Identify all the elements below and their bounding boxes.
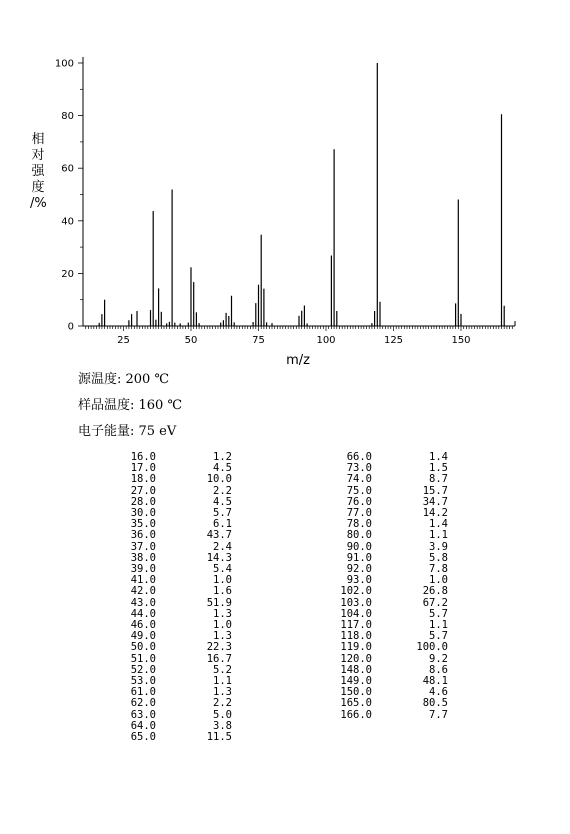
peak-intensity: 4.6 bbox=[429, 686, 448, 699]
peak-mz: 62.0 bbox=[130, 697, 156, 710]
peak-mz: 28.0 bbox=[130, 495, 156, 508]
peak-table-row bbox=[322, 698, 448, 709]
peak-mz: 50.0 bbox=[130, 641, 156, 654]
peak-mz: 119.0 bbox=[340, 641, 372, 654]
peak-table-row bbox=[106, 732, 232, 743]
peak-mz: 73.0 bbox=[346, 462, 372, 475]
peak-intensity: 2.2 bbox=[213, 697, 232, 710]
peak-table-row bbox=[322, 710, 448, 721]
peak-mz: 30.0 bbox=[130, 507, 156, 520]
peak-mz: 63.0 bbox=[130, 708, 156, 721]
peak-mz: 27.0 bbox=[130, 484, 156, 497]
peak-intensity: 5.8 bbox=[429, 551, 448, 564]
peak-mz: 52.0 bbox=[130, 663, 156, 676]
x-tick-label: 125 bbox=[383, 335, 404, 346]
peak-intensity: 1.3 bbox=[213, 686, 232, 699]
x-tick-label: 25 bbox=[117, 335, 130, 346]
peak-intensity: 1.3 bbox=[213, 607, 232, 620]
sample-temperature: 样品温度: 160 ℃ bbox=[78, 398, 183, 413]
peak-mz: 74.0 bbox=[346, 473, 372, 486]
peak-intensity: 34.7 bbox=[422, 495, 448, 508]
peak-mz: 150.0 bbox=[340, 686, 372, 699]
peak-mz: 49.0 bbox=[130, 630, 156, 643]
peak-intensity: 5.7 bbox=[429, 607, 448, 620]
peak-mz: 66.0 bbox=[346, 451, 372, 463]
peak-intensity: 80.5 bbox=[422, 697, 448, 710]
y-tick-label: 20 bbox=[61, 268, 74, 280]
peak-intensity: 5.7 bbox=[213, 507, 232, 520]
peak-table-left bbox=[106, 452, 232, 743]
peak-intensity: 5.7 bbox=[429, 630, 448, 643]
peak-table-row bbox=[322, 474, 448, 485]
peak-intensity: 1.2 bbox=[213, 451, 232, 463]
peak-intensity: 10.0 bbox=[206, 473, 232, 486]
peak-intensity: 9.2 bbox=[429, 652, 448, 665]
peak-mz: 65.0 bbox=[130, 731, 156, 744]
y-axis-label bbox=[30, 132, 46, 212]
peak-intensity: 11.5 bbox=[206, 731, 232, 744]
peak-mz: 149.0 bbox=[340, 675, 372, 688]
instrument-conditions bbox=[78, 367, 182, 445]
peak-mz: 39.0 bbox=[130, 563, 156, 576]
peak-mz: 61.0 bbox=[130, 686, 156, 699]
peak-intensity: 1.1 bbox=[213, 675, 232, 688]
peak-intensity: 4.5 bbox=[213, 462, 232, 475]
peak-mz: 166.0 bbox=[340, 708, 372, 721]
peak-table-row bbox=[106, 474, 232, 485]
y-tick-label: 60 bbox=[61, 163, 74, 175]
peak-mz: 104.0 bbox=[340, 607, 372, 620]
peak-intensity: 1.1 bbox=[429, 529, 448, 542]
peak-mz: 41.0 bbox=[130, 574, 156, 587]
peak-intensity: 6.1 bbox=[213, 518, 232, 531]
peak-mz: 17.0 bbox=[130, 462, 156, 475]
peak-intensity: 7.8 bbox=[429, 563, 448, 576]
peak-intensity: 1.4 bbox=[429, 451, 448, 463]
peak-intensity: 22.3 bbox=[206, 641, 232, 654]
peak-intensity: 16.7 bbox=[206, 652, 232, 665]
peak-intensity: 1.4 bbox=[429, 518, 448, 531]
y-axis-label-char: 相 bbox=[31, 132, 45, 147]
peak-intensity: 5.2 bbox=[213, 663, 232, 676]
peak-table-row bbox=[106, 642, 232, 653]
peak-mz: 120.0 bbox=[340, 652, 372, 665]
peak-intensity: 51.9 bbox=[206, 596, 232, 609]
peak-mz: 91.0 bbox=[346, 551, 372, 564]
peak-table-row bbox=[106, 586, 232, 597]
peak-mz: 78.0 bbox=[346, 518, 372, 531]
peak-mz: 43.0 bbox=[130, 596, 156, 609]
peak-intensity: 1.0 bbox=[213, 574, 232, 587]
peak-mz: 102.0 bbox=[340, 585, 372, 598]
x-tick-label: 150 bbox=[451, 335, 471, 346]
peak-intensity: 1.0 bbox=[213, 619, 232, 632]
peak-table-row bbox=[322, 642, 448, 653]
peak-mz: 44.0 bbox=[130, 607, 156, 620]
chart-axes bbox=[55, 57, 515, 346]
peak-mz: 46.0 bbox=[130, 619, 156, 632]
x-tick-label: 100 bbox=[316, 335, 336, 346]
chart-peaks bbox=[99, 63, 504, 326]
peak-mz: 18.0 bbox=[130, 473, 156, 486]
peak-intensity: 26.8 bbox=[422, 585, 448, 598]
peak-mz: 51.0 bbox=[130, 652, 156, 665]
peak-table-row bbox=[106, 530, 232, 541]
x-axis-label: m/z bbox=[286, 353, 310, 368]
peak-mz: 118.0 bbox=[340, 630, 372, 643]
y-tick-label: 40 bbox=[61, 216, 74, 228]
peak-mz: 92.0 bbox=[346, 563, 372, 576]
peak-mz: 75.0 bbox=[346, 484, 372, 497]
electron-energy: 电子能量: 75 eV bbox=[78, 424, 177, 439]
peak-intensity: 48.1 bbox=[422, 675, 448, 688]
peak-table-right bbox=[322, 452, 448, 721]
peak-intensity: 8.7 bbox=[429, 473, 448, 486]
y-tick-label: 80 bbox=[61, 111, 74, 123]
peak-mz: 16.0 bbox=[130, 451, 156, 463]
source-temperature: 源温度: 200 ℃ bbox=[78, 372, 170, 387]
peak-intensity: 100.0 bbox=[416, 641, 448, 654]
peak-intensity: 1.0 bbox=[429, 574, 448, 587]
peak-intensity: 2.2 bbox=[213, 484, 232, 497]
peak-intensity: 1.5 bbox=[429, 462, 448, 475]
peak-mz: 148.0 bbox=[340, 663, 372, 676]
peak-mz: 36.0 bbox=[130, 529, 156, 542]
peak-intensity: 14.3 bbox=[206, 551, 232, 564]
peak-intensity: 43.7 bbox=[206, 529, 232, 542]
peak-mz: 35.0 bbox=[130, 518, 156, 531]
peak-intensity: 4.5 bbox=[213, 495, 232, 508]
peak-intensity: 3.9 bbox=[429, 540, 448, 553]
peak-intensity: 3.8 bbox=[213, 719, 232, 732]
y-tick-label: 0 bbox=[67, 321, 74, 333]
peak-mz: 42.0 bbox=[130, 585, 156, 598]
peak-mz: 117.0 bbox=[340, 619, 372, 632]
peak-intensity: 67.2 bbox=[422, 596, 448, 609]
peak-table-row bbox=[322, 530, 448, 541]
peak-intensity: 5.4 bbox=[213, 563, 232, 576]
peak-mz: 90.0 bbox=[346, 540, 372, 553]
mass-spectrum-chart bbox=[0, 0, 570, 375]
peak-intensity: 1.1 bbox=[429, 619, 448, 632]
peak-mz: 38.0 bbox=[130, 551, 156, 564]
y-axis-label-char: /% bbox=[30, 196, 47, 211]
peak-mz: 53.0 bbox=[130, 675, 156, 688]
peak-intensity: 7.7 bbox=[429, 708, 448, 721]
y-axis-label-char: 度 bbox=[31, 180, 45, 195]
peak-mz: 77.0 bbox=[346, 507, 372, 520]
x-tick-label: 50 bbox=[184, 335, 198, 346]
peak-intensity: 8.6 bbox=[429, 663, 448, 676]
peak-mz: 80.0 bbox=[346, 529, 372, 542]
y-tick-label: 100 bbox=[54, 58, 74, 70]
peak-intensity: 1.6 bbox=[213, 585, 232, 598]
peak-intensity: 14.2 bbox=[422, 507, 448, 520]
peak-table-row bbox=[322, 586, 448, 597]
peak-intensity: 2.4 bbox=[213, 540, 232, 553]
peak-mz: 76.0 bbox=[346, 495, 372, 508]
y-axis-label-char: 强 bbox=[31, 164, 45, 179]
peak-intensity: 5.0 bbox=[213, 708, 232, 721]
peak-mz: 37.0 bbox=[130, 540, 156, 553]
peak-table-row bbox=[106, 698, 232, 709]
peak-mz: 64.0 bbox=[130, 719, 156, 732]
x-tick-label: 75 bbox=[252, 335, 265, 346]
y-axis-label-char: 对 bbox=[31, 148, 45, 163]
peak-intensity: 15.7 bbox=[422, 484, 448, 497]
peak-mz: 103.0 bbox=[340, 596, 372, 609]
peak-mz: 93.0 bbox=[346, 574, 372, 587]
peak-mz: 165.0 bbox=[340, 697, 372, 710]
peak-intensity: 1.3 bbox=[213, 630, 232, 643]
